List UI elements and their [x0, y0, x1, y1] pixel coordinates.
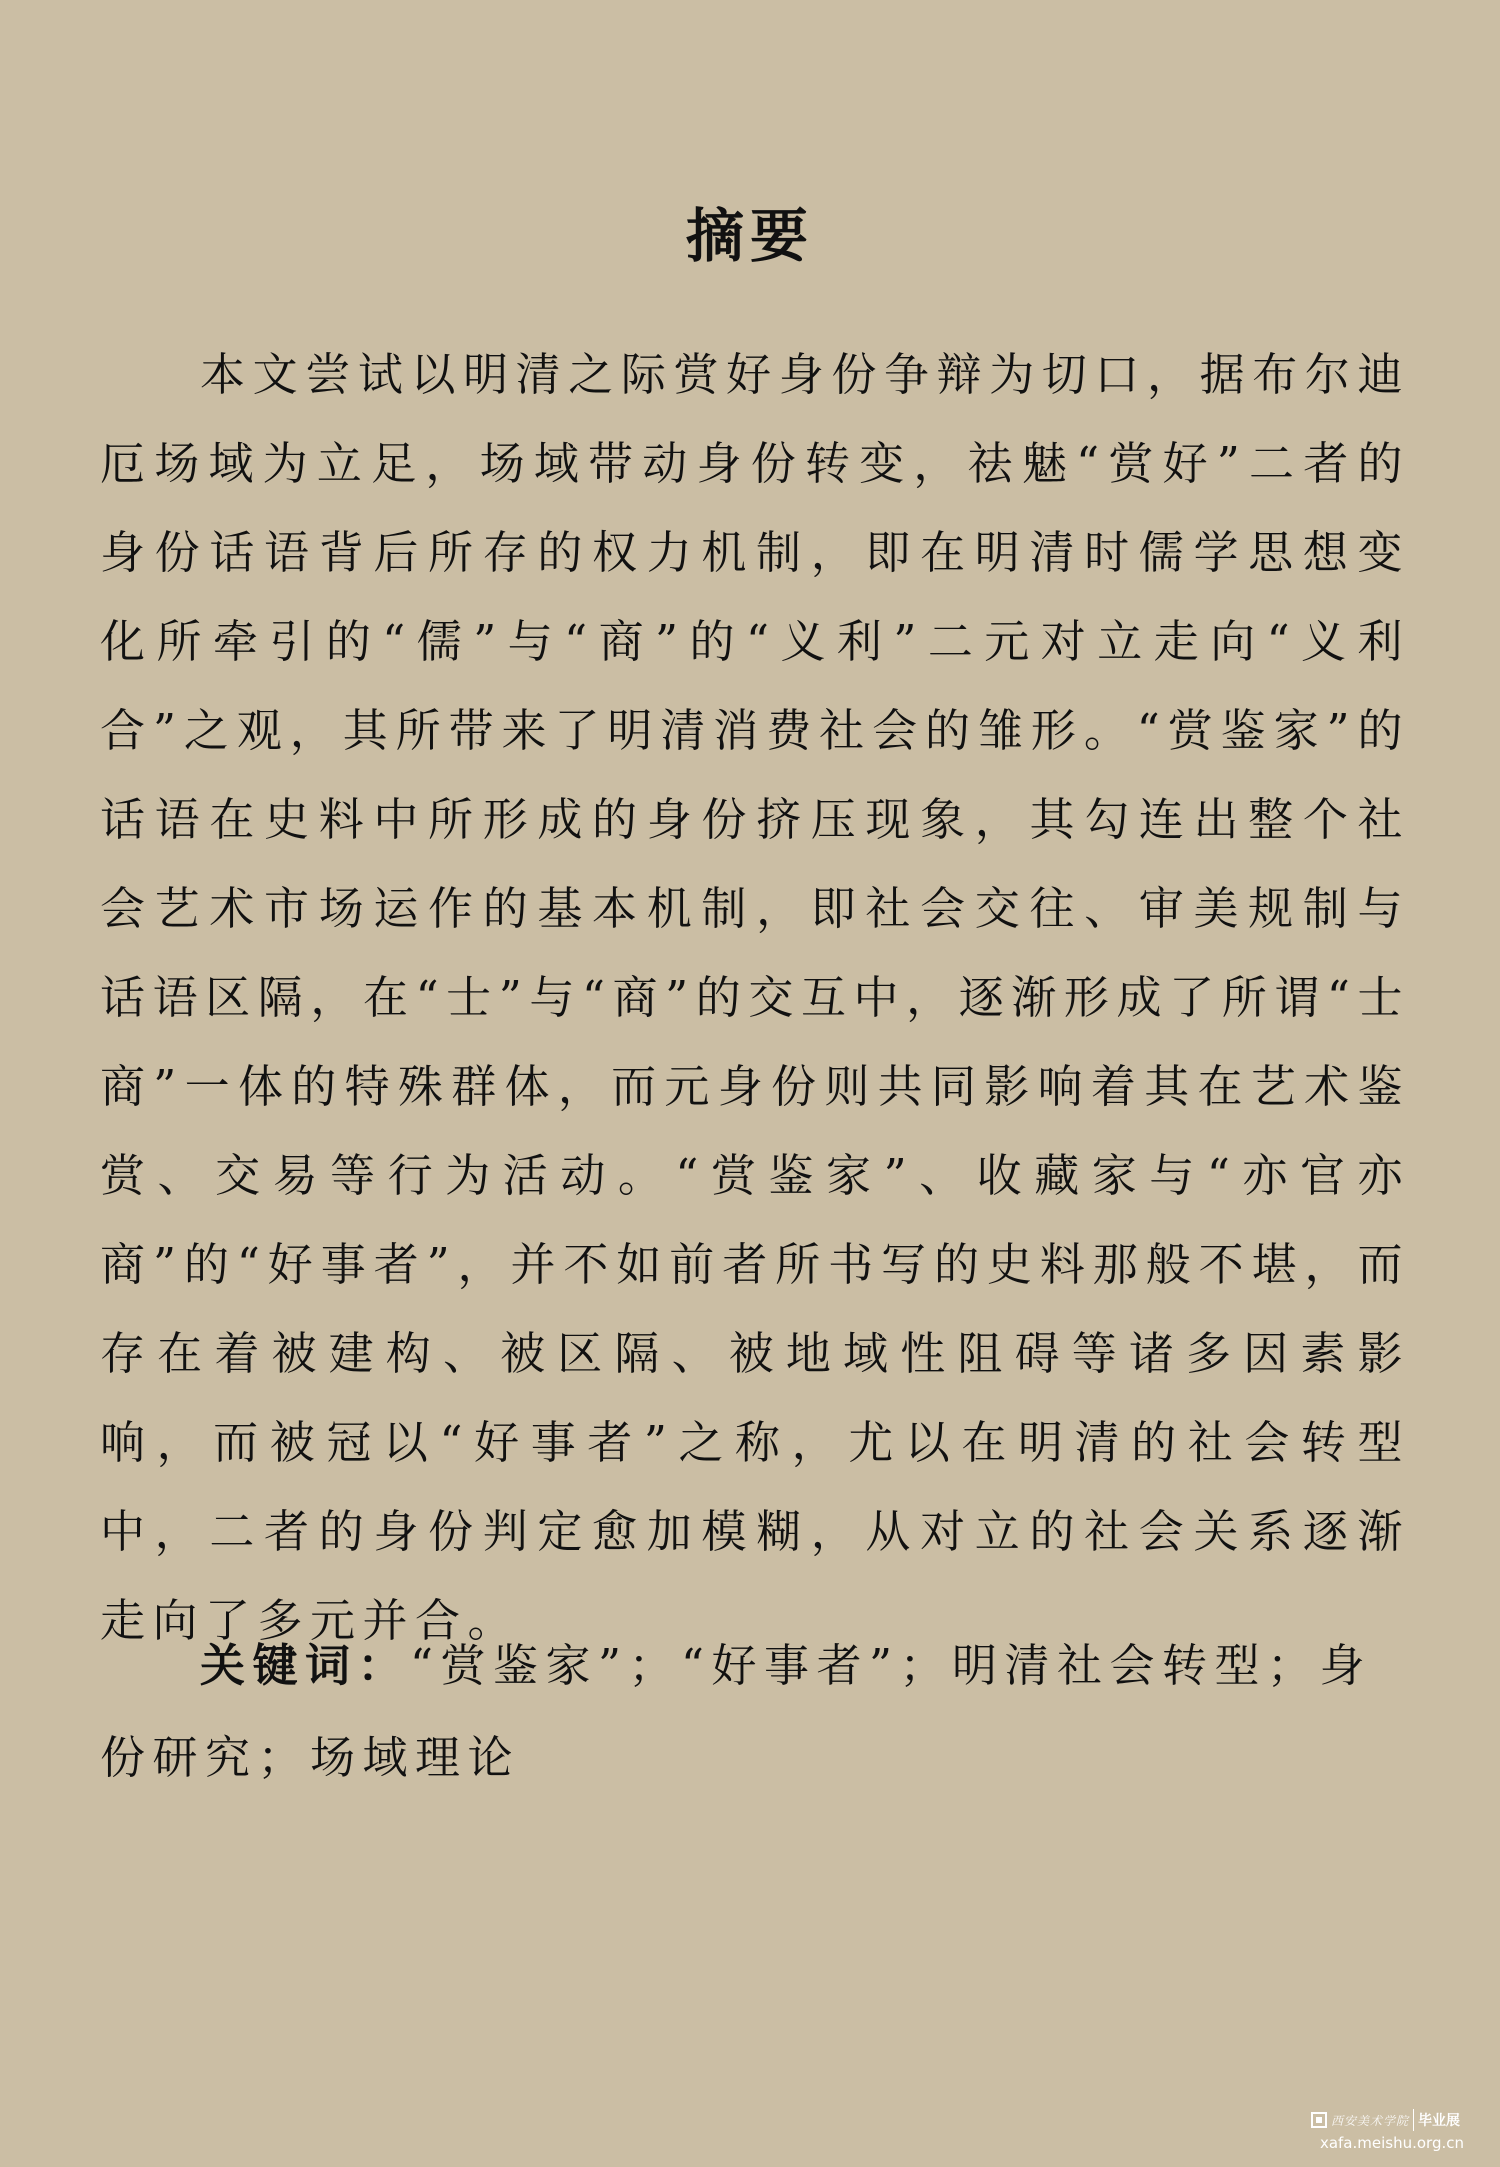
keywords-text: “赏鉴家”；“好事者”；明清社会转型；身份研究；场域理论	[100, 1639, 1373, 1784]
abstract-body: 本文尝试以明清之际赏好身份争辩为切口，据布尔迪厄场域为立足，场域带动身份转变，祛魅“赏好”二者的身份话语背后所存的权力机制，即在明清时儒学思想变化所牵引的“儒”与“商”的“义利”二元对立走向“义利合”之观，其所带来了明清消费社会的雏形。“赏鉴家”的话语在史料中所形成的身份挤压现象，其勾连出整个社会艺术市场运作的基本机制，即社会交往、审美规制与话语区隔，在“士”与“商”的交互中，逐渐形成了所谓“士商”一体的特殊群体，而元身份则共同影响着其在艺术鉴赏、交易等行为活动。“赏鉴家”、收藏家与“亦官亦商”的“好事者”，并不如前者所书写的史料那般不堪，而存在着被建构、被区隔、被地域性阻碍等诸多因素影响，而被冠以“好事者”之称，尤以在明清的社会转型中，二者的身份判定愈加模糊，从对立的社会关系逐渐走向了多元并合。	[100, 348, 1410, 1647]
watermark-logo-text: 西安美术学院	[1330, 2113, 1409, 2128]
watermark	[1294, 2109, 1464, 2153]
keywords-label: 关键词：	[200, 1639, 411, 1692]
keywords-paragraph	[100, 1620, 1410, 1804]
watermark-url: xafa.meishu.org.cn	[1319, 2134, 1464, 2152]
watermark-badge: 毕业展	[1413, 2109, 1464, 2131]
school-emblem-icon	[1311, 2112, 1327, 2128]
watermark-header	[1311, 2109, 1464, 2131]
page-title: 摘要	[685, 202, 814, 270]
